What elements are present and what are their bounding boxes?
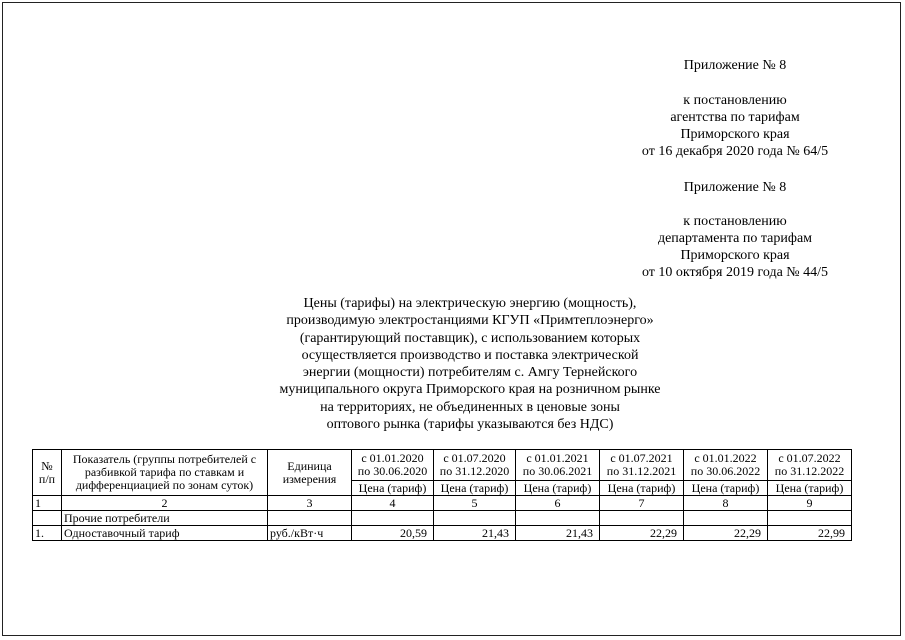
header-price: Цена (тариф) bbox=[600, 481, 684, 496]
header-unit: Единица измерения bbox=[268, 450, 352, 496]
column-number: 1 bbox=[33, 496, 62, 511]
appendix-1-line: от 16 декабря 2020 года № 64/5 bbox=[641, 144, 829, 159]
title-line: производимую электростанциями КГУП «Примтеплоэнерго» bbox=[286, 313, 654, 329]
appendix-2 bbox=[620, 179, 850, 196]
appendix-2-title: Приложение № 8 bbox=[683, 180, 787, 195]
row-name: Одноставочный тариф bbox=[62, 526, 268, 541]
table-row bbox=[33, 526, 852, 541]
header-price: Цена (тариф) bbox=[516, 481, 600, 496]
header-price: Цена (тариф) bbox=[684, 481, 768, 496]
header-price: Цена (тариф) bbox=[434, 481, 516, 496]
header-period: с 01.01.2021 по 30.06.2021 bbox=[516, 450, 600, 481]
column-number: 4 bbox=[352, 496, 434, 511]
row-num: 1. bbox=[33, 526, 62, 541]
appendix-2-line: Приморского края bbox=[680, 248, 790, 263]
column-number: 3 bbox=[268, 496, 352, 511]
header-period: с 01.01.2020 по 30.06.2020 bbox=[352, 450, 434, 481]
appendix-2-line: к постановлению bbox=[683, 214, 787, 229]
header-period: с 01.07.2020 по 31.12.2020 bbox=[434, 450, 516, 481]
header-row-periods bbox=[33, 450, 852, 481]
appendix-1-resolution bbox=[620, 92, 850, 160]
row-value: 22,29 bbox=[684, 526, 768, 541]
document-title bbox=[230, 295, 710, 433]
title-line: (гарантирующий поставщик), с использованием которых bbox=[299, 330, 641, 346]
appendix-1-line: агентства по тарифам bbox=[670, 110, 800, 125]
appendix-2-line: от 10 октября 2019 года № 44/5 bbox=[641, 265, 829, 280]
header-price: Цена (тариф) bbox=[768, 481, 852, 496]
column-number: 5 bbox=[434, 496, 516, 511]
header-price: Цена (тариф) bbox=[352, 481, 434, 496]
appendix-1 bbox=[620, 57, 850, 74]
row-value: 21,43 bbox=[516, 526, 600, 541]
title-line: Цены (тарифы) на электрическую энергию (мощность), bbox=[303, 296, 637, 311]
title-line: муниципального округа Приморского края на розничном рынке bbox=[279, 382, 661, 398]
row-value: 22,29 bbox=[600, 526, 684, 541]
appendix-1-title: Приложение № 8 bbox=[683, 58, 787, 73]
tariff-table bbox=[32, 449, 852, 541]
row-value: 21,43 bbox=[434, 526, 516, 541]
column-number: 9 bbox=[768, 496, 852, 511]
appendix-2-resolution bbox=[610, 213, 860, 281]
appendix-1-line: Приморского края bbox=[680, 127, 790, 142]
title-line: осуществляется производство и поставка электрической bbox=[301, 347, 639, 363]
row-unit: руб./кВт·ч bbox=[268, 526, 352, 541]
column-number: 2 bbox=[62, 496, 268, 511]
row-value: 22,99 bbox=[768, 526, 852, 541]
header-period: с 01.01.2022 по 30.06.2022 bbox=[684, 450, 768, 481]
title-line: оптового рынка (тарифы указываются без НДС) bbox=[326, 417, 614, 433]
title-line: энергии (мощности) потребителям с. Амгу Тернейского bbox=[302, 365, 638, 381]
header-num: № п/п bbox=[33, 450, 62, 496]
header-indicator: Показатель (группы потребителей с разбивкой тарифа по ставкам и дифференциацией по зонам суток) bbox=[62, 450, 268, 496]
row-value: 20,59 bbox=[352, 526, 434, 541]
column-number: 7 bbox=[600, 496, 684, 511]
title-line: на территориях, не объединенных в ценовые зоны bbox=[320, 399, 620, 415]
column-number: 8 bbox=[684, 496, 768, 511]
column-number-row bbox=[33, 496, 852, 511]
group-label: Прочие потребители bbox=[62, 511, 268, 526]
appendix-1-line: к постановлению bbox=[683, 93, 787, 108]
group-row bbox=[33, 511, 852, 526]
header-period: с 01.07.2022 по 31.12.2022 bbox=[768, 450, 852, 481]
column-number: 6 bbox=[516, 496, 600, 511]
appendix-2-line: департамента по тарифам bbox=[657, 231, 813, 246]
header-period: с 01.07.2021 по 31.12.2021 bbox=[600, 450, 684, 481]
